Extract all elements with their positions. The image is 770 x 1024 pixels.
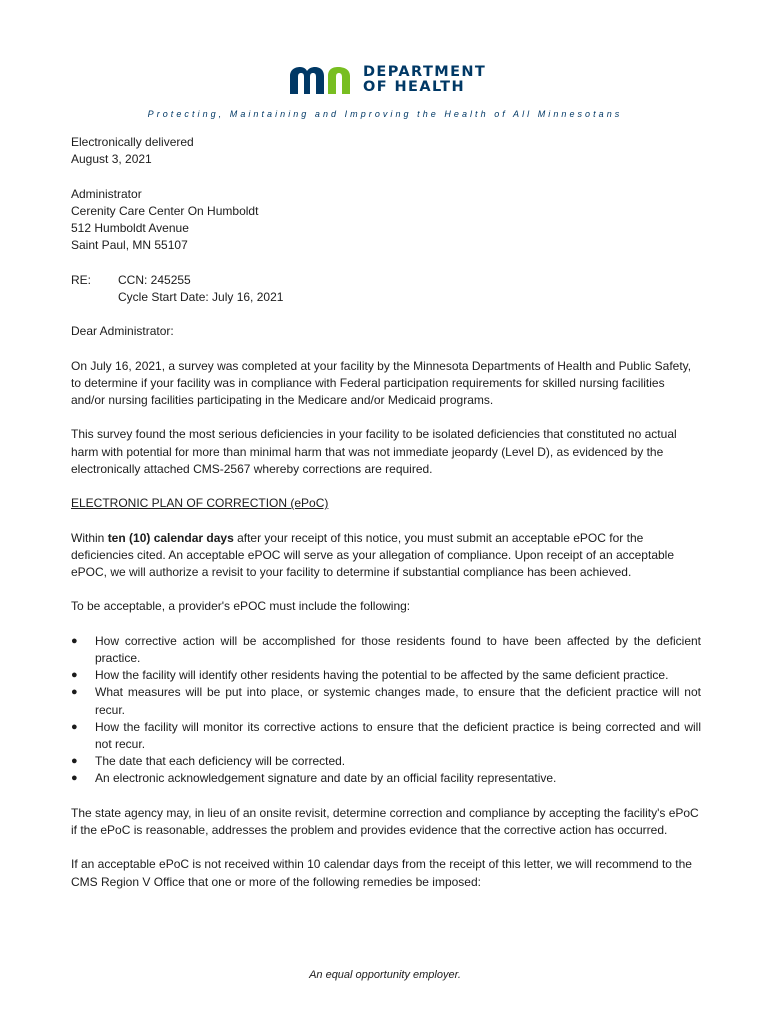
address-line: Cerenity Care Center On Humboldt	[71, 203, 259, 218]
list-item-text: The date that each deficiency will be corrected.	[95, 754, 346, 769]
recipient-address	[71, 186, 701, 255]
paragraph-revisit: The state agency may, in lieu of an onsite revisit, determine correction and compliance by accepting the facility's ePoC if the ePoC is reasonable, addresses the problem and provides evidence that the corrective action has occurred.	[71, 805, 699, 837]
bullet-icon: ●	[71, 772, 78, 785]
section-heading: ELECTRONIC PLAN OF CORRECTION (ePoC)	[71, 496, 329, 511]
paragraph-survey: On July 16, 2021, a survey was completed at your facility by the Minnesota Departments of Health and Public Safety, to determine if your facility was in compliance with Federal participation requirements for skilled nursing facilities and/or nursing facilities participating in the Medicare and/or Medicaid programs.	[71, 358, 692, 407]
footer-equal-opportunity: An equal opportunity employer.	[309, 969, 461, 981]
paragraph-requirements-intro: To be acceptable, a provider's ePOC must include the following:	[71, 599, 411, 614]
list-item	[71, 753, 701, 770]
ccn-line: CCN: 245255	[118, 272, 191, 287]
list-item-text: How the facility will identify other residents having the potential to be affected by the same deficient practice.	[95, 668, 669, 683]
logo-line-2: OF HEALTH	[363, 79, 466, 95]
letter-date: August 3, 2021	[71, 152, 152, 167]
deadline-prefix: Within	[71, 530, 108, 545]
list-item	[71, 684, 701, 718]
paragraph-remedies: If an acceptable ePoC is not received within 10 calendar days from the receipt of this letter, we will recommend to the CMS Region V Office that one or more of the following remedies be imposed:	[71, 857, 692, 889]
cycle-start-line: Cycle Start Date: July 16, 2021	[118, 289, 284, 304]
address-line: Saint Paul, MN 55107	[71, 238, 188, 253]
re-label: RE:	[71, 272, 92, 287]
list-item	[71, 633, 701, 667]
list-item-text: How the facility will monitor its corrective actions to ensure that the deficient practice is being corrected and will not recur.	[95, 719, 701, 751]
list-item-text: What measures will be put into place, or systemic changes made, to ensure that the deficient practice will not recur.	[95, 685, 701, 717]
address-line: 512 Humboldt Avenue	[71, 221, 189, 235]
bullet-icon: ●	[71, 669, 78, 682]
bullet-icon: ●	[71, 686, 78, 699]
bullet-icon: ●	[71, 634, 78, 647]
paragraph-findings: This survey found the most serious deficiencies in your facility to be isolated deficiencies that constituted no actual harm with potential for more than minimal harm that was not immediate jeopardy (Level D), as evidenced by the electronically attached CMS-2567 whereby corrections are required.	[71, 427, 677, 476]
deadline-suffix: after your receipt of this notice, you must submit an acceptable ePOC for the deficiencies cited. An acceptable ePOC will serve as your allegation of compliance. Upon receipt of an acceptable ePOC, we will authorize a revisit to your facility to determine if substantial compliance has been achieved.	[71, 530, 675, 579]
address-line: Administrator	[71, 186, 142, 201]
requirements-list	[71, 633, 701, 788]
list-item-text: An electronic acknowledgement signature and date by an official facility representative.	[95, 771, 557, 786]
deadline-emphasis: ten (10) calendar days	[107, 530, 234, 545]
letter-body	[71, 134, 701, 891]
re-block	[71, 272, 701, 306]
logo-wordmark	[363, 65, 486, 95]
mn-logo-icon	[288, 64, 354, 96]
tagline: Protecting, Maintaining and Improving the Health of All Minnesotans	[147, 109, 623, 119]
bullet-icon: ●	[71, 720, 78, 733]
paragraph-deadline	[71, 530, 701, 582]
list-item-text: How corrective action will be accomplished for those residents found to have been affected by the deficient practice.	[95, 633, 701, 665]
delivery-method: Electronically delivered	[71, 135, 194, 149]
list-item	[71, 719, 701, 753]
list-item	[71, 770, 701, 787]
salutation: Dear Administrator:	[71, 324, 174, 339]
mdh-logo	[288, 62, 486, 98]
bullet-icon: ●	[71, 755, 78, 768]
logo-line-1: DEPARTMENT	[363, 64, 487, 80]
list-item	[71, 667, 701, 684]
